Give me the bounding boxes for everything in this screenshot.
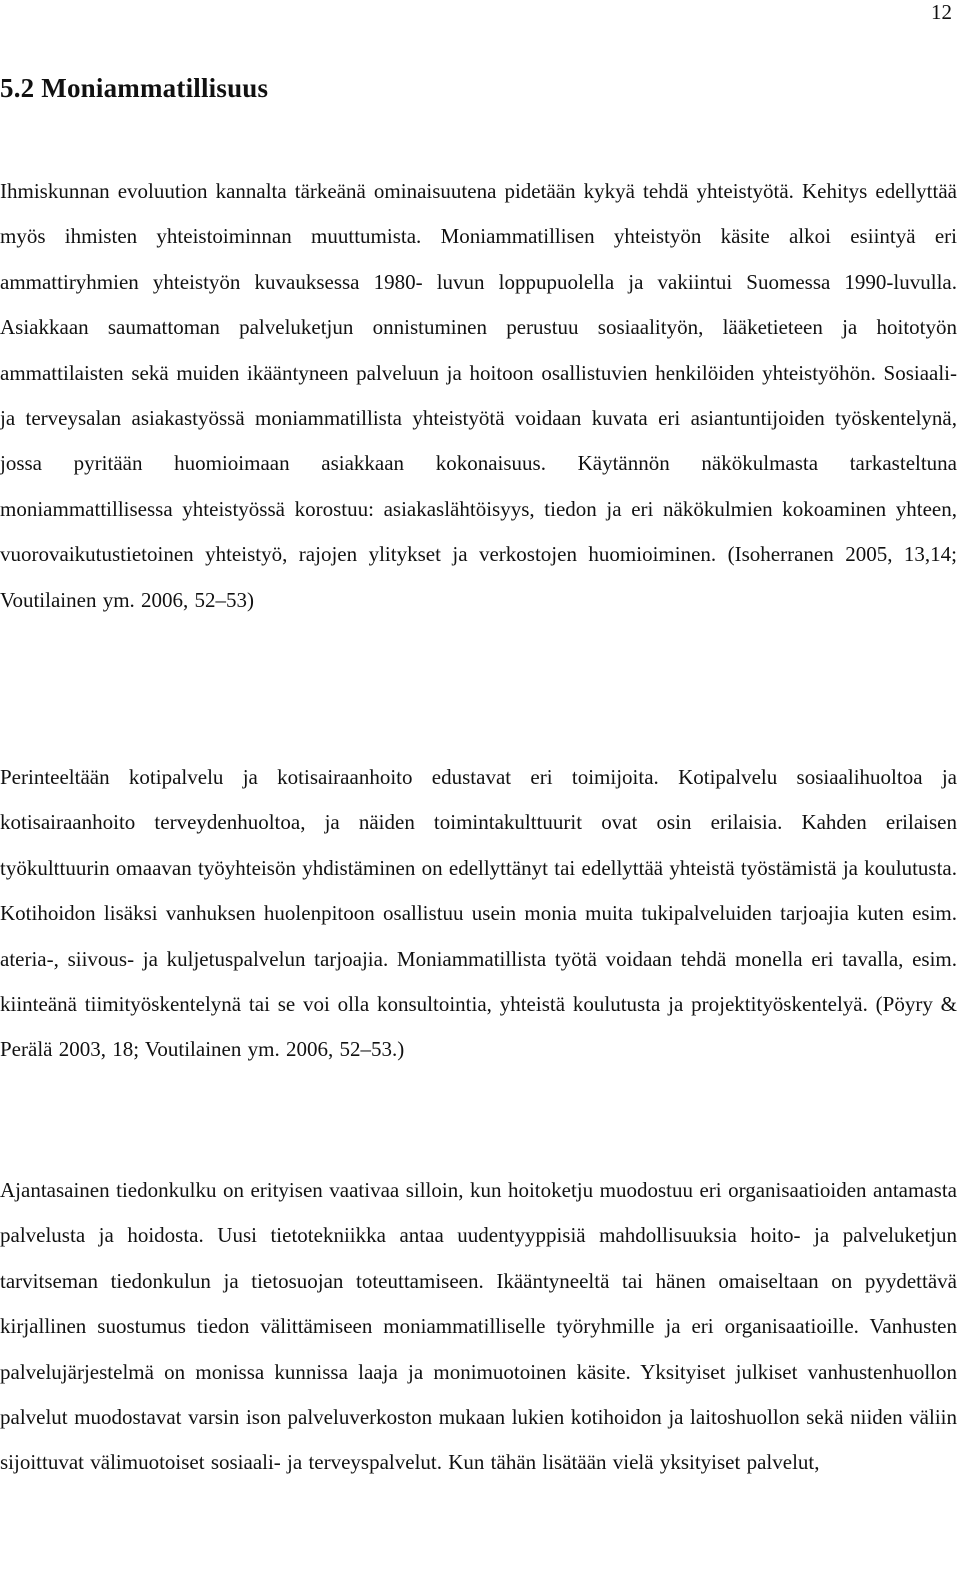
paragraph-kotipalvelu: Perinteeltään kotipalvelu ja kotisairaanhoito edustavat eri toimijoita. Kotipalvelu sosiaalihuoltoa ja kotisairaanhoito terveydenhuoltoa, ja näiden toimintakulttuurit ovat osin erilaisia. Kahden erilaisen työkulttuurin omaavan työyhteisön yhdistäminen on edellyttänyt tai edellyttää yhteistä työstämistä ja koulutusta. Kotihoidon lisäksi vanhuksen huolenpitoon osallistuu usein monia muita tukipalveluiden tarjoajia kuten esim. ateria-, siivous- ja kuljetuspalvelun tarjoajia. Moniammatillista työtä voidaan tehdä monella eri tavalla, esim. kiinteänä tiimityöskentelynä tai se voi olla konsultointia, yhteistä koulutusta ja projektityöskentelyä. (Pöyry & Perälä 2003, 18; Voutilainen ym. 2006, 52–53.) xyxy=(0,765,957,1062)
section-heading: 5.2 Moniammatillisuus xyxy=(0,73,269,103)
paragraph-moniammatillinen-yhteistyo: Ihmiskunnan evoluution kannalta tärkeänä ominaisuutena pidetään kykyä tehdä yhteistyötä. Kehitys edellyttää myös ihmisten yhteistoiminnan muuttumista. Moniammatillisen yhteistyön käsite alkoi esiintyä eri ammattiryhmien yhteistyön kuvauksessa 1980- luvun loppupuolella ja vakiintui Suomessa 1990-luvulla. Asiakkaan saumattoman palveluketjun onnistuminen perustuu sosiaalityön, lääketieteen ja hoitotyön ammattilaisten sekä muiden ikääntyneen palveluun ja hoitoon osallistuvien henkilöiden yhteistyöhön. Sosiaali- ja terveysalan asiakastyössä moniammatillista yhteistyötä voidaan kuvata eri asiantuntijoiden työskentelynä, jossa pyritään huomioimaan asiakkaan kokonaisuus. Käytännön näkökulmasta tarkasteltuna moniammattillisessa yhteistyössä korostuu: asiakaslähtöisyys, tiedon ja eri näkökulmien kokoaminen yhteen, vuorovaikutustietoinen yhteistyö, rajojen ylitykset ja verkostojen huomioiminen. (Isoherranen 2005, 13,14; Voutilainen ym. 2006, 52–53) xyxy=(0,179,957,612)
paragraph-tiedonkulku: Ajantasainen tiedonkulku on erityisen vaativaa silloin, kun hoitoketju muodostuu eri organisaatioiden antamasta palvelusta ja hoidosta. Uusi tietotekniikka antaa uudentyyppisiä mahdollisuuksia hoito- ja palveluketjun tarvitseman tiedonkulun ja tietosuojan toteuttamiseen. Ikääntyneeltä tai hänen omaiseltaan on pyydettävä kirjallinen suostumus tiedon välittämiseen moniammatilliselle työryhmille ja eri organisaatioille. Vanhusten palvelujärjestelmä on monissa kunnissa laaja ja monimuotoinen käsite. Yksityiset julkiset vanhustenhuollon palvelut muodostavat varsin ison palveluverkoston mukaan lukien kotihoidon ja laitoshuollon sekä niiden väliin sijoittuvat välimuotoiset sosiaali- ja terveyspalvelut. Kun tähän lisätään vielä yksityiset palvelut, xyxy=(0,1178,957,1475)
page-number: 12 xyxy=(931,0,952,24)
